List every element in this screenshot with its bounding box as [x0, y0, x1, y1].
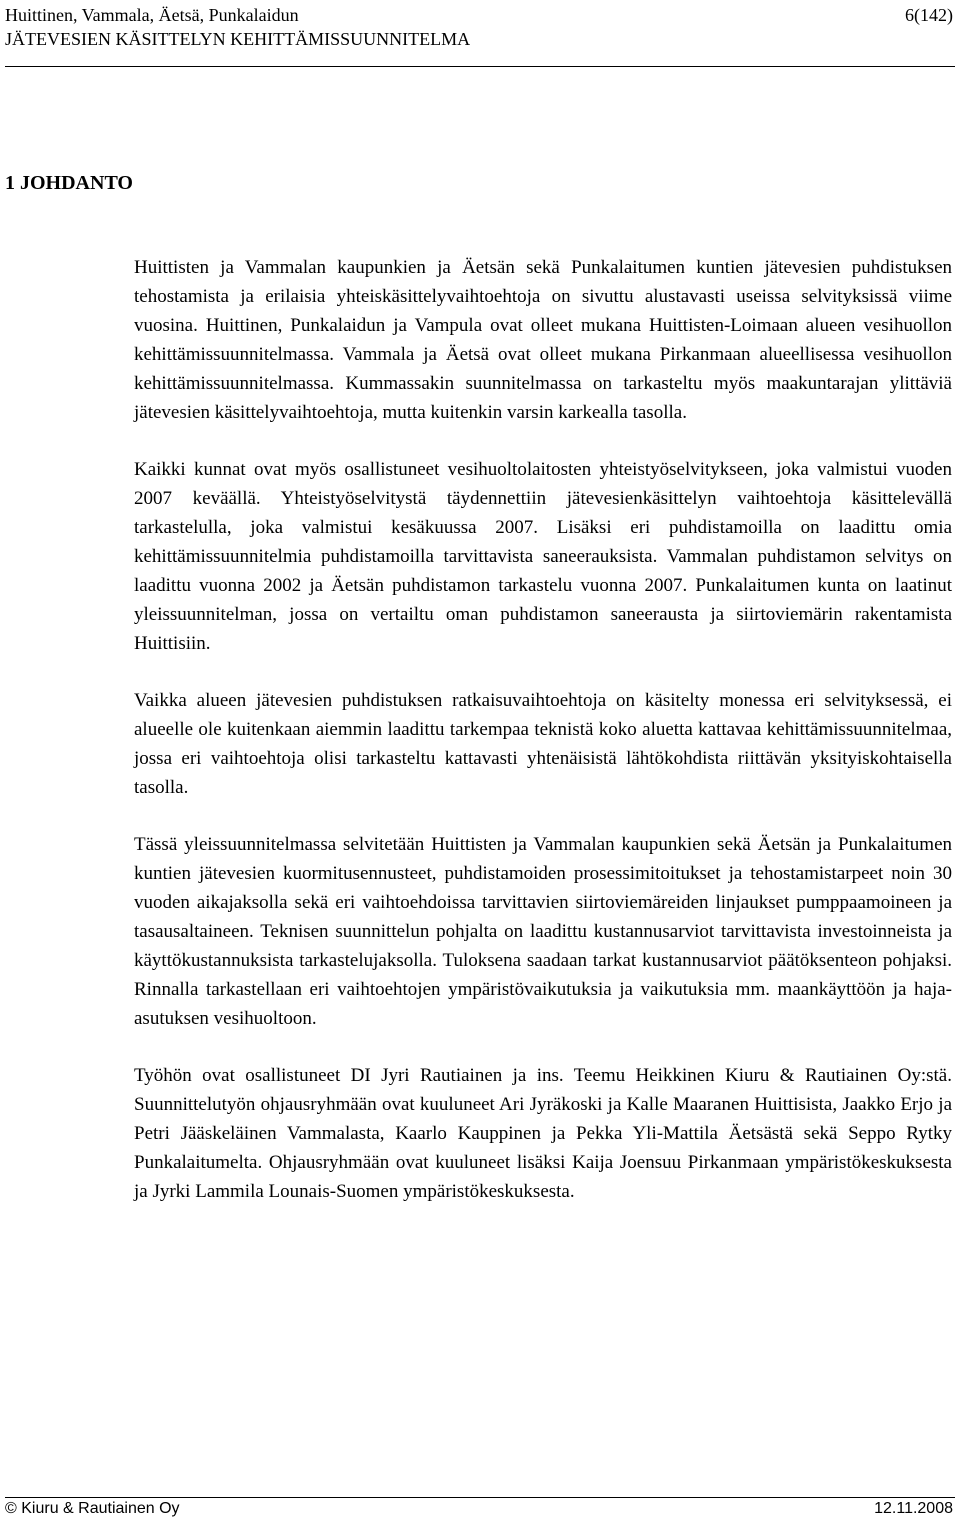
header-title: Huittinen, Vammala, Äetsä, Punkalaidun: [5, 5, 299, 25]
paragraph-1: Huittisten ja Vammalan kaupunkien ja Äetsän sekä Punkalaitumen kuntien jätevesien puhdistuksen tehostamista ja erilaisia yhteiskäsittelyvaihtoehtoja on sivuttu alustavasti useissa selvityksissä viime vuosina. Huittinen, Punkalaidun ja Vampula ovat olleet mukana Huittisten-Loimaan alueen vesihuollon kehittämissuunnitelmassa. Vammala ja Äetsä ovat olleet mukana Pirkanmaan alueellisessa vesihuollon kehittämissuunnitelmassa. Kummassakin suunnitelmassa on tarkasteltu myös maakuntarajan ylittäviä jätevesien käsittelyvaihtoehtoja, mutta kuitenkin varsin karkealla tasolla.: [134, 257, 952, 423]
header-divider: [5, 66, 955, 67]
footer-date: 12.11.2008: [874, 1500, 953, 1517]
section-title: 1 JOHDANTO: [5, 172, 133, 194]
body-text: [134, 253, 952, 1234]
footer-divider: [5, 1497, 955, 1498]
paragraph-3: Vaikka alueen jätevesien puhdistuksen ratkaisuvaihtoehtoja on käsitelty monessa eri selvityksessä, ei alueelle ole kuitenkaan aiemmin laadittu tarkempaa teknistä koko aluetta kattavaa kehittämissuunnitelmaa, jossa eri vaihtoehtoja olisi tarkasteltu kattavasti yhtenäisistä lähtökohdista riittävän yksityiskohtaisella tasolla.: [134, 690, 952, 798]
page-number: 6(142): [905, 5, 953, 25]
header-row-bottom: [5, 27, 953, 51]
paragraph-4: Tässä yleissuunnitelmassa selvitetään Huittisten ja Vammalan kaupunkien sekä Äetsän ja Punkalaitumen kuntien jätevesien kuormitusennusteet, puhdistamoiden prosessimitoitukset ja tehostamistarpeet noin 30 vuoden aikajaksolla sekä eri vaihtoehdoissa tarvittavien siirtoviemäreiden linjaukset pumppaamoineen ja tasausaltaineen. Teknisen suunnittelun pohjalta on laadittu kustannusarviot tarvittavista investoinneista ja käyttökustannuksista tarkastelujaksolla. Tuloksena saadaan tarkat kustannusarviot päätöksenteon pohjaksi. Rinnalla tarkastellaan eri vaihtoehtojen ympäristövaikutuksia ja vaikutuksia mm. maankäyttöön ja haja-asutuksen vesihuoltoon.: [134, 834, 952, 1029]
page-footer: [5, 1499, 953, 1519]
header-subtitle: JÄTEVESIEN KÄSITTELYN KEHITTÄMISSUUNNITELMA: [5, 29, 471, 49]
page-header: [5, 3, 953, 51]
header-row-top: [5, 3, 953, 27]
footer-copyright: © Kiuru & Rautiainen Oy: [5, 1500, 180, 1517]
paragraph-5: Työhön ovat osallistuneet DI Jyri Rautiainen ja ins. Teemu Heikkinen Kiuru & Rautiainen Oy:stä. Suunnittelutyön ohjausryhmään ovat kuuluneet Ari Jyräkoski ja Kalle Maaranen Huittisista, Jaakko Erjo ja Petri Jääskeläinen Vammalasta, Kaarlo Kauppinen ja Pekka Yli-Mattila Äetsästä sekä Seppo Rytky Punkalaitumelta. Ohjausryhmään ovat kuuluneet lisäksi Kaija Joensuu Pirkanmaan ympäristökeskuksesta ja Jyrki Lammila Lounais-Suomen ympäristökeskuksesta.: [134, 1065, 952, 1202]
paragraph-2: Kaikki kunnat ovat myös osallistuneet vesihuoltolaitosten yhteistyöselvitykseen, joka valmistui vuoden 2007 keväällä. Yhteistyöselvitystä täydennettiin jätevesienkäsittelyn vaihtoehtoja käsittelevällä tarkastelulla, joka valmistui kesäkuussa 2007. Lisäksi eri puhdistamoilla on laadittu omia kehittämissuunnitelmia puhdistamoilla tarvittavista saneerauksista. Vammalan puhdistamon selvitys on laadittu vuonna 2002 ja Äetsän puhdistamon tarkastelu vuonna 2007. Punkalaitumen kunta on laatinut yleissuunnitelman, jossa on vertailtu oman puhdistamon saneerausta ja siirtoviemärin rakentamista Huittisiin.: [134, 459, 952, 654]
